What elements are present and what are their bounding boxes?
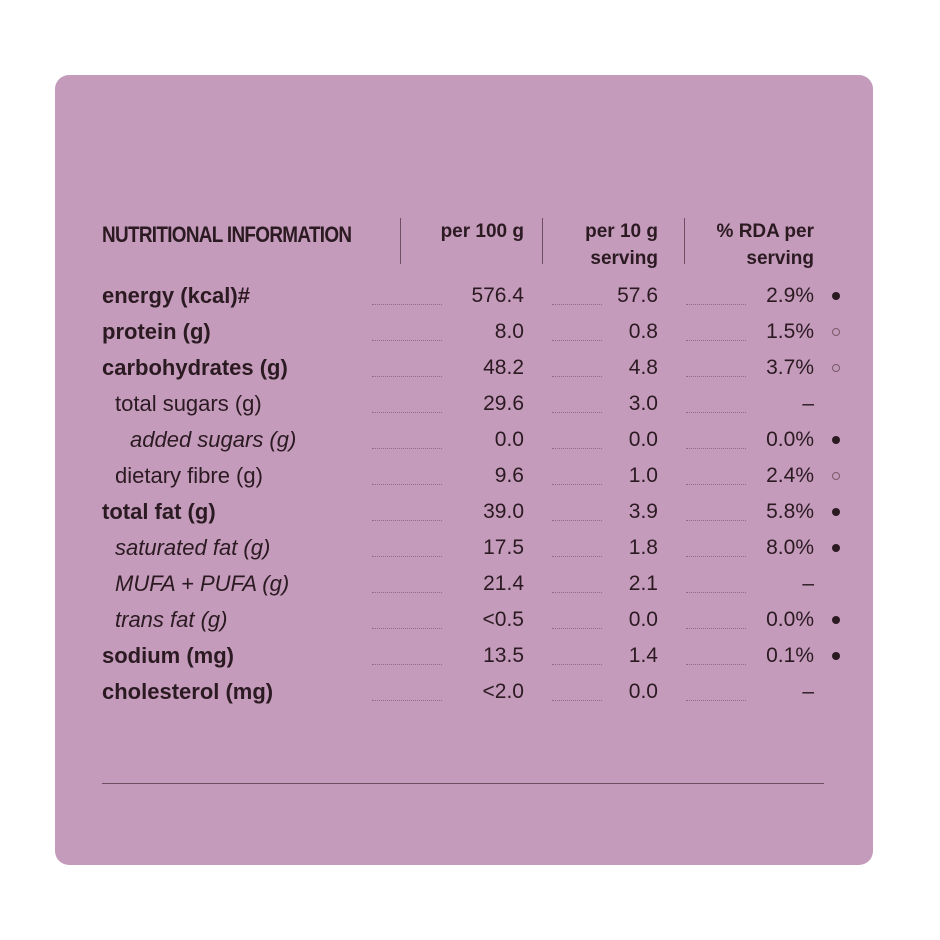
table-row [102,422,824,458]
value-per-100g: 13.5 [483,644,524,667]
table-row [102,602,824,638]
dotted-leader [372,700,442,701]
value-per-100g: 39.0 [483,500,524,523]
dotted-leader [372,592,442,593]
value-rda: 2.9% [766,284,814,307]
dotted-leader [552,700,602,701]
dotted-leader [686,448,746,449]
table-row [102,458,824,494]
value-per-100g: 29.6 [483,392,524,415]
value-rda: – [802,392,814,415]
dotted-leader [686,376,746,377]
dotted-leader [686,664,746,665]
header-rda-per-serving: % RDA per serving [716,221,814,269]
value-rda: 0.0% [766,608,814,631]
table-row [102,278,824,314]
dotted-leader [372,664,442,665]
value-per-10g: 0.8 [628,320,658,343]
hollow-dot-icon [832,328,840,336]
column-divider [684,218,685,264]
dotted-leader [686,304,746,305]
nutrient-label: dietary fibre (g) [115,463,263,488]
nutrient-label: energy (kcal)# [102,283,250,308]
table-header [102,218,824,278]
nutrient-label: saturated fat (g) [115,535,271,560]
table-row [102,530,824,566]
dotted-leader [372,376,442,377]
filled-dot-icon [832,544,840,552]
nutrient-label: added sugars (g) [130,427,297,452]
filled-dot-icon [832,616,840,624]
dotted-leader [552,376,602,377]
table-row [102,494,824,530]
filled-dot-icon [832,436,840,444]
dotted-leader [552,592,602,593]
table-row [102,566,824,602]
value-per-100g: 0.0 [494,428,524,451]
table-row [102,350,824,386]
column-divider [400,218,401,264]
value-per-10g: 1.0 [628,464,658,487]
bottom-rule [102,783,824,784]
dotted-leader [552,664,602,665]
value-per-10g: 4.8 [628,356,658,379]
nutrient-label: MUFA + PUFA (g) [115,571,290,596]
value-per-100g: 8.0 [494,320,524,343]
value-rda: 0.0% [766,428,814,451]
dotted-leader [372,340,442,341]
dotted-leader [552,304,602,305]
table-title: NUTRITIONAL INFORMATION [102,222,352,247]
table-row [102,314,824,350]
dotted-leader [372,304,442,305]
value-rda: 8.0% [766,536,814,559]
value-per-100g: 17.5 [483,536,524,559]
nutrition-table [102,218,824,710]
value-per-10g: 57.6 [617,284,658,307]
dotted-leader [552,340,602,341]
table-row [102,674,824,710]
dotted-leader [686,340,746,341]
value-rda: 2.4% [766,464,814,487]
value-per-100g: 9.6 [494,464,524,487]
dotted-leader [552,448,602,449]
hollow-dot-icon [832,472,840,480]
header-per-100g: per 100 g [440,221,524,242]
value-per-100g: <0.5 [482,608,524,631]
value-per-100g: 48.2 [483,356,524,379]
nutrient-label: total sugars (g) [115,391,262,416]
value-per-10g: 0.0 [628,428,658,451]
nutrient-label: sodium (mg) [102,643,234,668]
filled-dot-icon [832,292,840,300]
dotted-leader [686,700,746,701]
dotted-leader [686,520,746,521]
filled-dot-icon [832,508,840,516]
nutrient-label: carbohydrates (g) [102,355,288,380]
dotted-leader [372,412,442,413]
dotted-leader [552,412,602,413]
value-per-10g: 1.4 [628,644,658,667]
dotted-leader [552,628,602,629]
dotted-leader [552,556,602,557]
dotted-leader [686,556,746,557]
column-divider [542,218,543,264]
dotted-leader [372,556,442,557]
value-per-10g: 1.8 [628,536,658,559]
value-per-100g: 576.4 [471,284,524,307]
value-per-10g: 0.0 [628,680,658,703]
table-row [102,638,824,674]
dotted-leader [552,484,602,485]
value-per-10g: 3.0 [628,392,658,415]
value-rda: 5.8% [766,500,814,523]
nutrient-label: total fat (g) [102,499,216,524]
dotted-leader [372,520,442,521]
dotted-leader [686,412,746,413]
hollow-dot-icon [832,364,840,372]
dotted-leader [372,448,442,449]
value-per-10g: 2.1 [628,572,658,595]
filled-dot-icon [832,652,840,660]
table-body [102,278,824,710]
table-row [102,386,824,422]
value-per-100g: 21.4 [483,572,524,595]
nutrient-label: cholesterol (mg) [102,679,274,704]
nutrition-card [55,75,873,865]
dotted-leader [372,628,442,629]
value-rda: – [802,680,814,703]
value-per-100g: <2.0 [482,680,524,703]
value-per-10g: 0.0 [628,608,658,631]
dotted-leader [552,520,602,521]
value-rda: – [802,572,814,595]
nutrient-label: trans fat (g) [115,607,228,632]
dotted-leader [686,628,746,629]
value-rda: 3.7% [766,356,814,379]
value-per-10g: 3.9 [628,500,658,523]
value-rda: 0.1% [766,644,814,667]
nutrient-label: protein (g) [102,319,211,344]
dotted-leader [686,592,746,593]
header-per-10g-serving: per 10 g serving [585,221,658,269]
dotted-leader [686,484,746,485]
value-rda: 1.5% [766,320,814,343]
dotted-leader [372,484,442,485]
